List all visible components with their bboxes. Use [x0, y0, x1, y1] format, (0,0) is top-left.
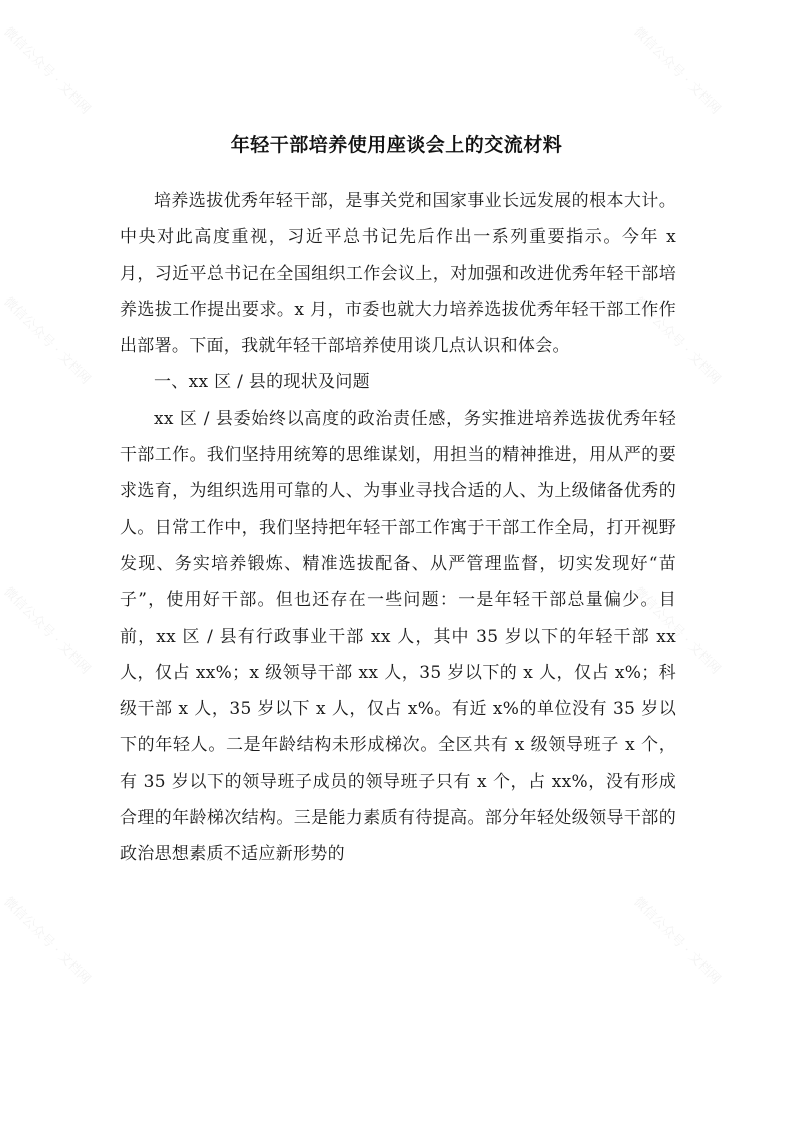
watermark-text: 微信公众号 · 文档网	[630, 894, 724, 988]
watermark-text: 微信公众号 · 文档网	[0, 24, 94, 118]
intro-paragraph: 培养选拔优秀年轻干部，是事关党和国家事业长远发展的根本大计。中央对此高度重视，习近平总书记先后作出一系列重要指示。今年 x 月，习近平总书记在全国组织工作会议上，对加强和改进优秀年轻干部培养选拔工作提出要求。x 月，市委也就大力培养选拔优秀年轻干部工作作出部署。下面，我就年轻干部培养使用谈几点认识和体会。	[120, 191, 676, 357]
watermark-text: 微信公众号 · 文档网	[630, 294, 724, 388]
watermark-text: 微信公众号 · 文档网	[630, 584, 724, 678]
section-heading: 一、xx 区 / 县的现状及问题	[154, 372, 370, 393]
document-body	[120, 183, 676, 873]
section-paragraph: xx 区 / 县委始终以高度的政治责任感，务实推进培养选拔优秀年轻干部工作。我们坚持用统筹的思维谋划，用担当的精神推进，用从严的要求选育，为组织选用可靠的人、为事业寻找合适的人、为上级储备优秀的人。日常工作中，我们坚持把年轻干部工作寓于干部工作全局，打开视野发现、务实培养锻炼、精准选拔配备、从严管理监督，切实发现好“苗子”，使用好干部。但也还存在一些问题：一是年轻干部总量偏少。目前，xx 区 / 县有行政事业干部 xx 人，其中 35 岁以下的年轻干部 xx 人，仅占 xx%；x 级领导干部 xx 人，35 岁以下的 x 人，仅占 x%；科级干部 x 人，35 岁以下 x 人，仅占 x%。有近 x%的单位没有 35 岁以下的年轻人。二是年龄结构未形成梯次。全区共有 x 级领导班子 x 个，有 35 岁以下的领导班子成员的领导班子只有 x 个，占 xx%，没有形成合理的年龄梯次结构。三是能力素质有待提高。部分年轻处级领导干部的政治思想素质不适应新形势的	[120, 408, 676, 865]
watermark-text: 微信公众号 · 文档网	[0, 294, 94, 388]
document-title: 年轻干部培养使用座谈会上的交流材料	[230, 134, 563, 156]
watermark-text: 微信公众号 · 文档网	[0, 584, 94, 678]
watermark-text: 微信公众号 · 文档网	[630, 24, 724, 118]
watermark-text: 微信公众号 · 文档网	[0, 894, 94, 988]
